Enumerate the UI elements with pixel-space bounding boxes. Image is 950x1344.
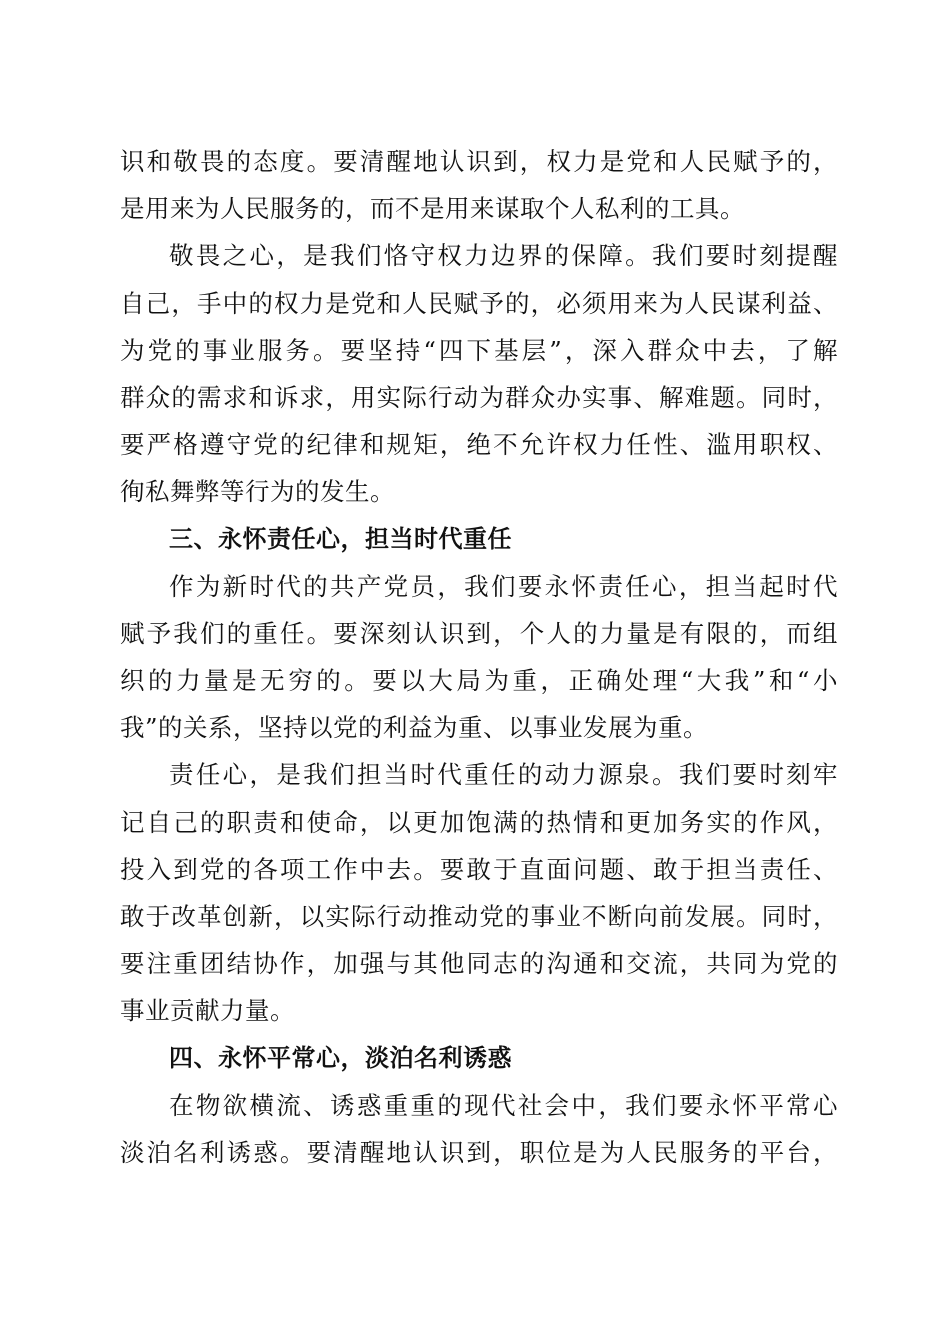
text-line: 群众的需求和诉求，用实际行动为群众办实事、解难题。同时， xyxy=(120,382,838,412)
text-line: 识和敬畏的态度。要清醒地认识到，权力是党和人民赋予的， xyxy=(120,147,838,176)
text-line: 投入到党的各项工作中去。要敢于直面问题、敢于担当责任、 xyxy=(120,854,838,884)
text-line: 织的力量是无穷的。要以大局为重，正确处理“大我”和“小 xyxy=(120,666,838,696)
text-line: 要注重团结协作，加强与其他同志的沟通和交流，共同为党的 xyxy=(120,949,838,979)
text-line: 为党的事业服务。要坚持“四下基层”，深入群众中去，了解 xyxy=(120,335,838,365)
text-line: 自己，手中的权力是党和人民赋予的，必须用来为人民谋利益、 xyxy=(120,288,838,318)
paragraph-start: 责任心，是我们担当时代重任的动力源泉。我们要时刻牢 xyxy=(169,760,838,790)
text-line: 敢于改革创新，以实际行动推动党的事业不断向前发展。同时， xyxy=(120,902,838,931)
paragraph-start: 作为新时代的共产党员，我们要永怀责任心，担当起时代 xyxy=(169,571,838,601)
document-body xyxy=(120,138,838,1176)
text-line: 事业贡献力量。 xyxy=(120,996,295,1026)
text-line: 徇私舞弊等行为的发生。 xyxy=(120,477,395,507)
text-line: 我”的关系，坚持以党的利益为重、以事业发展为重。 xyxy=(120,713,709,743)
paragraph-start: 在物欲横流、诱惑重重的现代社会中，我们要永怀平常心 xyxy=(169,1090,838,1120)
text-line: 要严格遵守党的纪律和规矩，绝不允许权力任性、滥用职权、 xyxy=(120,430,838,460)
text-line: 是用来为人民服务的，而不是用来谋取个人私利的工具。 xyxy=(120,194,745,224)
text-line: 记自己的职责和使命，以更加饱满的热情和更加务实的作风， xyxy=(120,807,838,837)
text-line: 淡泊名利诱惑。要清醒地认识到，职位是为人民服务的平台， xyxy=(120,1137,838,1167)
section-heading: 四、永怀平常心，淡泊名利诱惑 xyxy=(169,1043,512,1072)
paragraph-start: 敬畏之心，是我们恪守权力边界的保障。我们要时刻提醒 xyxy=(169,241,838,271)
section-heading: 三、永怀责任心，担当时代重任 xyxy=(169,524,512,553)
text-line: 赋予我们的重任。要深刻认识到，个人的力量是有限的，而组 xyxy=(120,618,838,648)
